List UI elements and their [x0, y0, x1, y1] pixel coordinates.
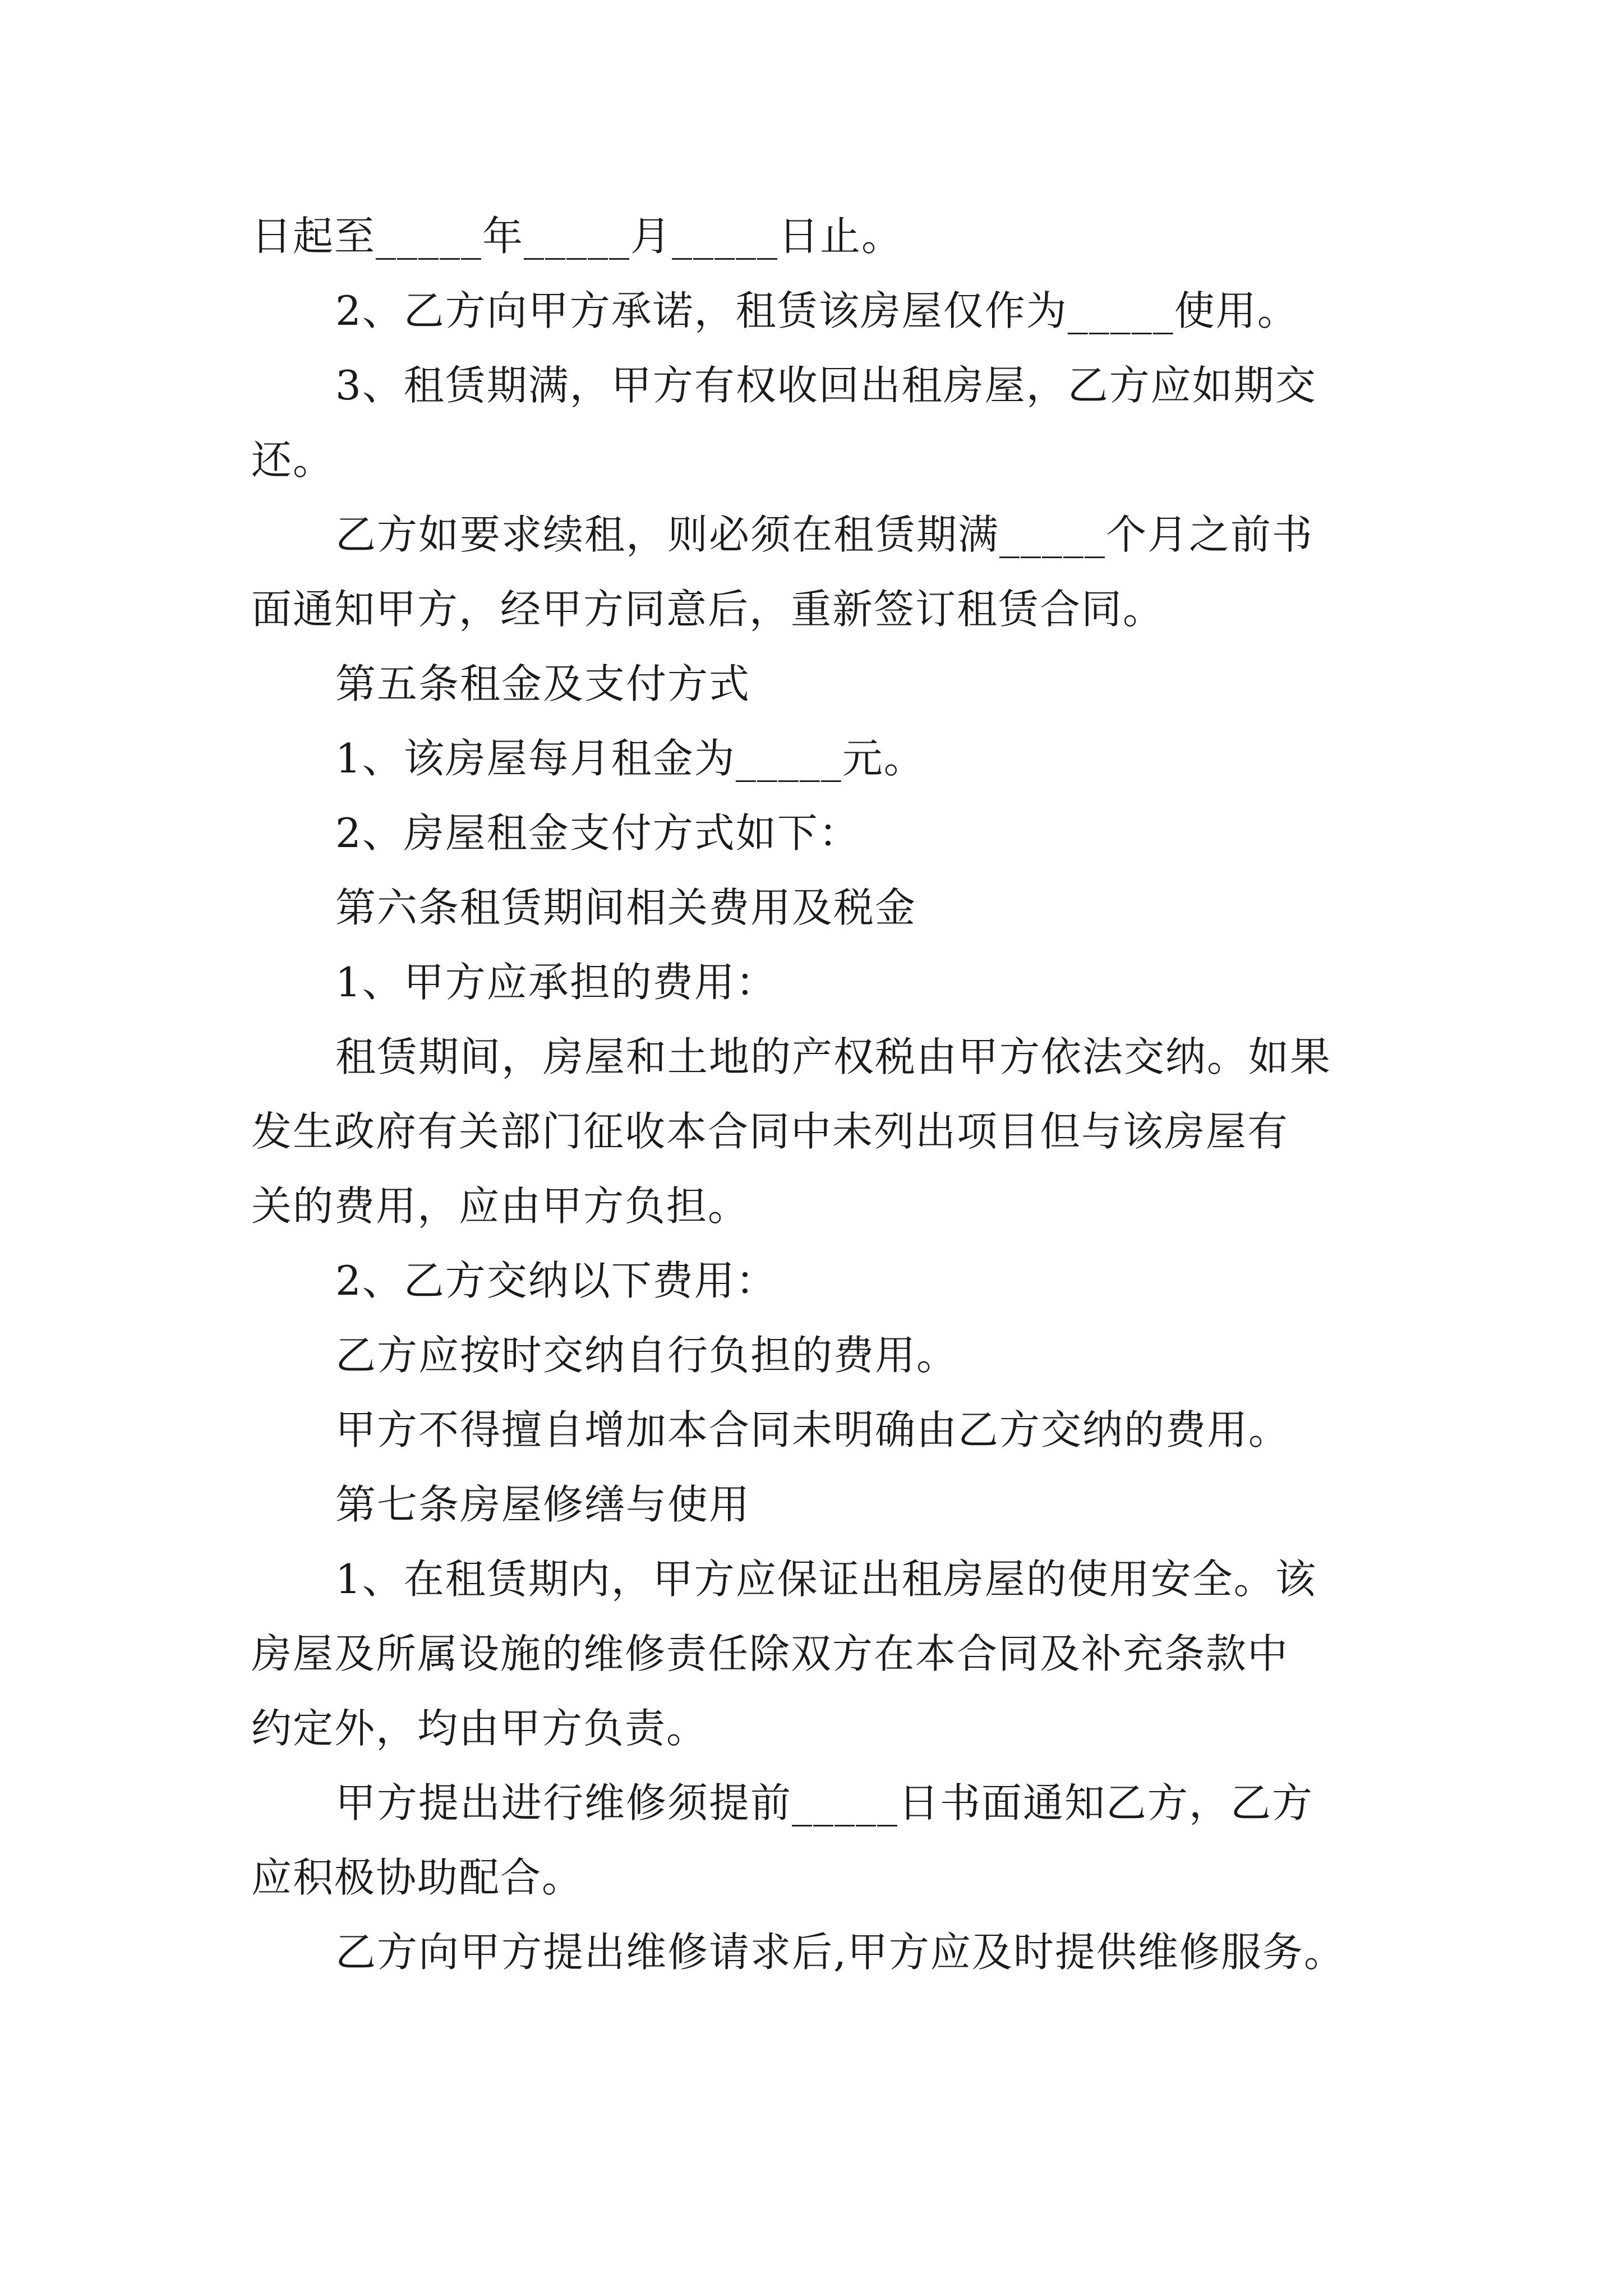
document-body: [251, 199, 1384, 1990]
text-line: 还。: [251, 436, 335, 484]
text-line: 发生政府有关部门征收本合同中未列出项目但与该房屋有: [251, 1108, 1289, 1155]
text-line: 1、该房屋每月租金为_____元。: [335, 735, 925, 782]
text-line: 乙方应按时交纳自行负担的费用。: [335, 1332, 958, 1379]
text-line: 面通知甲方，经甲方同意后，重新签订租赁合同。: [251, 586, 1165, 633]
section-heading: 第七条房屋修缮与使用: [335, 1481, 751, 1528]
text-line: 房屋及所属设施的维修责任除双方在本合同及补充条款中: [251, 1630, 1289, 1677]
text-line: 甲方不得擅自增加本合同未明确由乙方交纳的费用。: [335, 1406, 1290, 1453]
text-line: 约定外，均由甲方负责。: [251, 1705, 708, 1752]
text-line: 2、乙方向甲方承诺，租赁该房屋仅作为_____使用。: [335, 287, 1299, 334]
text-line: 关的费用，应由甲方负担。: [251, 1182, 750, 1230]
text-line: 乙方如要求续租，则必须在租赁期满_____个月之前书: [335, 511, 1314, 558]
section-heading: 第六条租赁期间相关费用及税金: [335, 884, 917, 931]
text-line: 1、甲方应承担的费用：: [335, 959, 777, 1006]
text-line: 2、乙方交纳以下费用：: [335, 1257, 777, 1304]
text-line: 甲方提出进行维修须提前_____日书面通知乙方，乙方: [335, 1779, 1314, 1826]
text-line: 乙方向甲方提出维修请求后,甲方应及时提供维修服务。: [335, 1929, 1345, 1976]
section-heading: 第五条租金及支付方式: [335, 660, 751, 707]
text-line: 日起至_____年_____月_____日止。: [251, 213, 903, 260]
text-line: 应积极协助配合。: [251, 1854, 584, 1901]
text-line: 3、租赁期满，甲方有权收回出租房屋，乙方应如期交: [335, 362, 1317, 409]
text-line: 租赁期间，房屋和土地的产权税由甲方依法交纳。如果: [335, 1033, 1332, 1080]
text-line: 1、在租赁期内，甲方应保证出租房屋的使用安全。该: [335, 1556, 1317, 1603]
text-line: 2、房屋租金支付方式如下：: [335, 809, 860, 857]
